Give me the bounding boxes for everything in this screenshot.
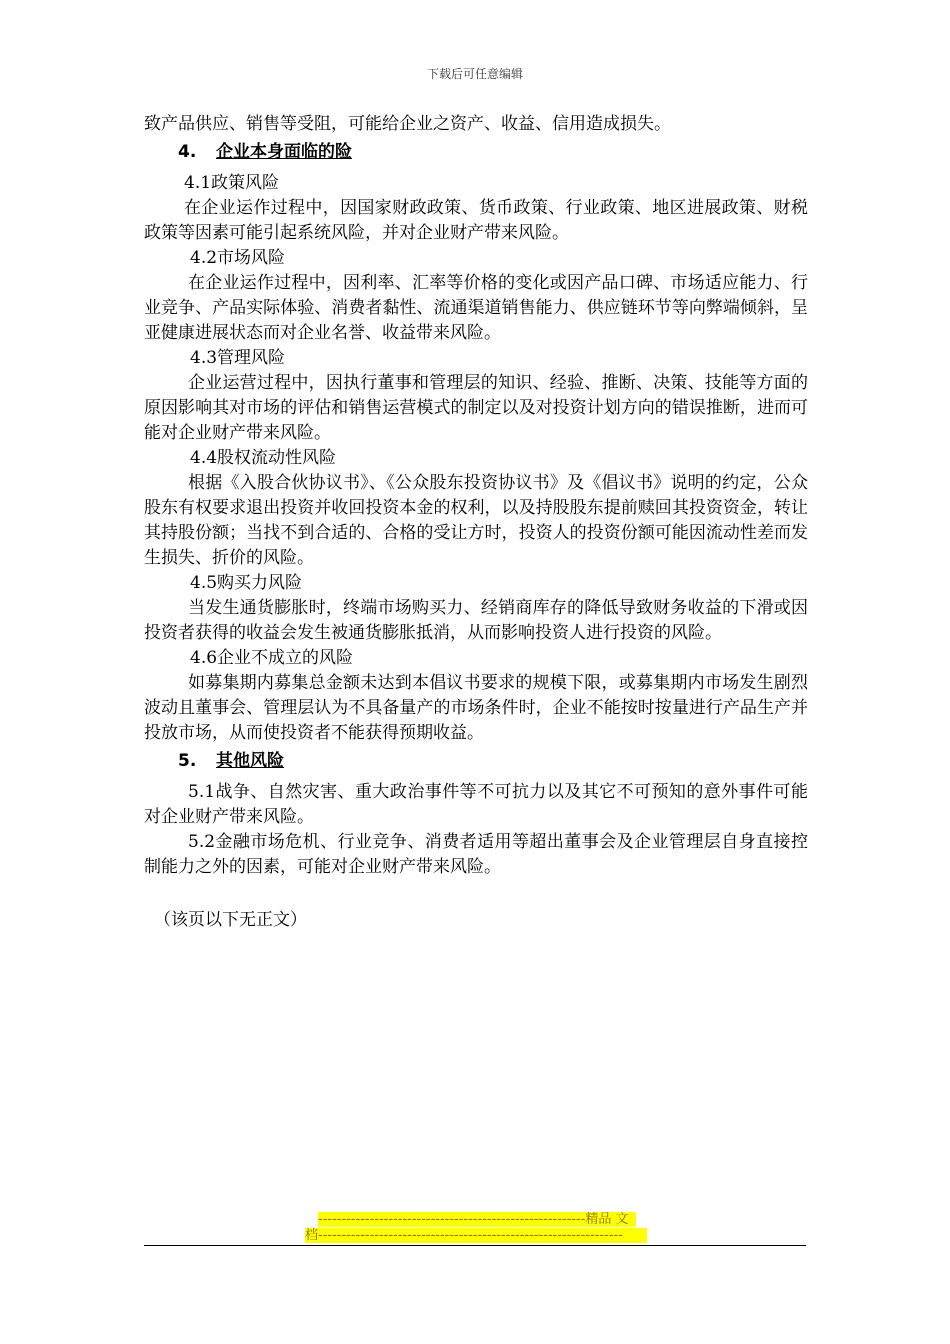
subsection-4-5-text: 当发生通货膨胀时，终端市场购买力、经销商库存的降低导致财务收益的下滑或因投资者获得的收益会发生被通货膨胀抵消，从而影响投资人进行投资的风险。: [144, 598, 808, 643]
subsection-4-3-text: 企业运营过程中，因执行董事和管理层的知识、经验、推断、决策、技能等方面的原因影响其对市场的评估和销售运营模式的制定以及对投资计划方向的错误推断，进而可能对企业财产带来风险。: [144, 373, 808, 443]
subsection-4-6-text: 如募集期内募集总金额未达到本倡议书要求的规模下限，或募集期内市场发生剧烈波动且董事会、管理层认为不具备量产的市场条件时，企业不能按时按量进行产品生产并投放市场，从而使投资者不能获得预期收益。: [144, 673, 808, 743]
footer-rule: [144, 1245, 806, 1246]
document-body: [144, 112, 808, 933]
section-5-title: 其他风险: [216, 751, 284, 771]
section-4-heading: [144, 140, 808, 165]
subsection-4-4-title: 4.4股权流动性风险: [190, 448, 337, 468]
page-header: 下载后可任意编辑: [426, 67, 523, 81]
footer-watermark-line-2: 档-----------------------------------------------------------------: [305, 1228, 647, 1243]
subsection-4-2-text: 在企业运作过程中，因利率、汇率等价格的变化或因产品口碑、市场适应能力、行业竞争、产品实际体验、消费者黏性、流通渠道销售能力、供应链环节等向弊端倾斜，呈亚健康进展状态而对企业名誉、收益带来风险。: [144, 273, 808, 343]
subsection-4-6-title: 4.6企业不成立的风险: [190, 648, 354, 668]
section-4-number: 4.: [178, 142, 197, 162]
subsection-4-3-title: 4.3管理风险: [190, 348, 286, 368]
subsection-5-1-text: 5.1战争、自然灾害、重大政治事件等不可抗力以及其它不可预知的意外事件可能对企业财产带来风险。: [144, 782, 808, 827]
subsection-5-2-text: 5.2金融市场危机、行业竞争、消费者适用等超出董事会及企业管理层自身直接控制能力之外的因素，可能对企业财产带来风险。: [144, 832, 808, 877]
subsection-4-1-title: 4.1政策风险: [184, 173, 280, 193]
footer-watermark-line-1: ---------------------------------------------------------精品 文: [318, 1212, 636, 1227]
section-5-number: 5.: [178, 751, 197, 771]
subsection-4-4-text: 根据《入股合伙协议书》、《公众股东投资协议书》及《倡议书》说明的约定，公众股东有权要求退出投资并收回投资本金的权利，以及持股股东提前赎回其投资资金，转让其持股份额；当找不到合适的、合格的受让方时，投资人的投资份额可能因流动性差而发生损失、折价的风险。: [144, 473, 808, 568]
subsection-4-1-text: 在企业运作过程中，因国家财政政策、货币政策、行业政策、地区进展政策、财税政策等因素可能引起系统风险，并对企业财产带来风险。: [144, 198, 808, 243]
subsection-4-2-title: 4.2市场风险: [190, 248, 286, 268]
section-5-heading: [144, 749, 808, 774]
paragraph-continuation: 致产品供应、销售等受阻，可能给企业之资产、收益、信用造成损失。: [144, 114, 671, 134]
section-4-title: 企业本身面临的险: [216, 142, 352, 162]
subsection-4-5-title: 4.5购买力风险: [190, 573, 303, 593]
end-note: （该页以下无正文）: [154, 910, 307, 930]
